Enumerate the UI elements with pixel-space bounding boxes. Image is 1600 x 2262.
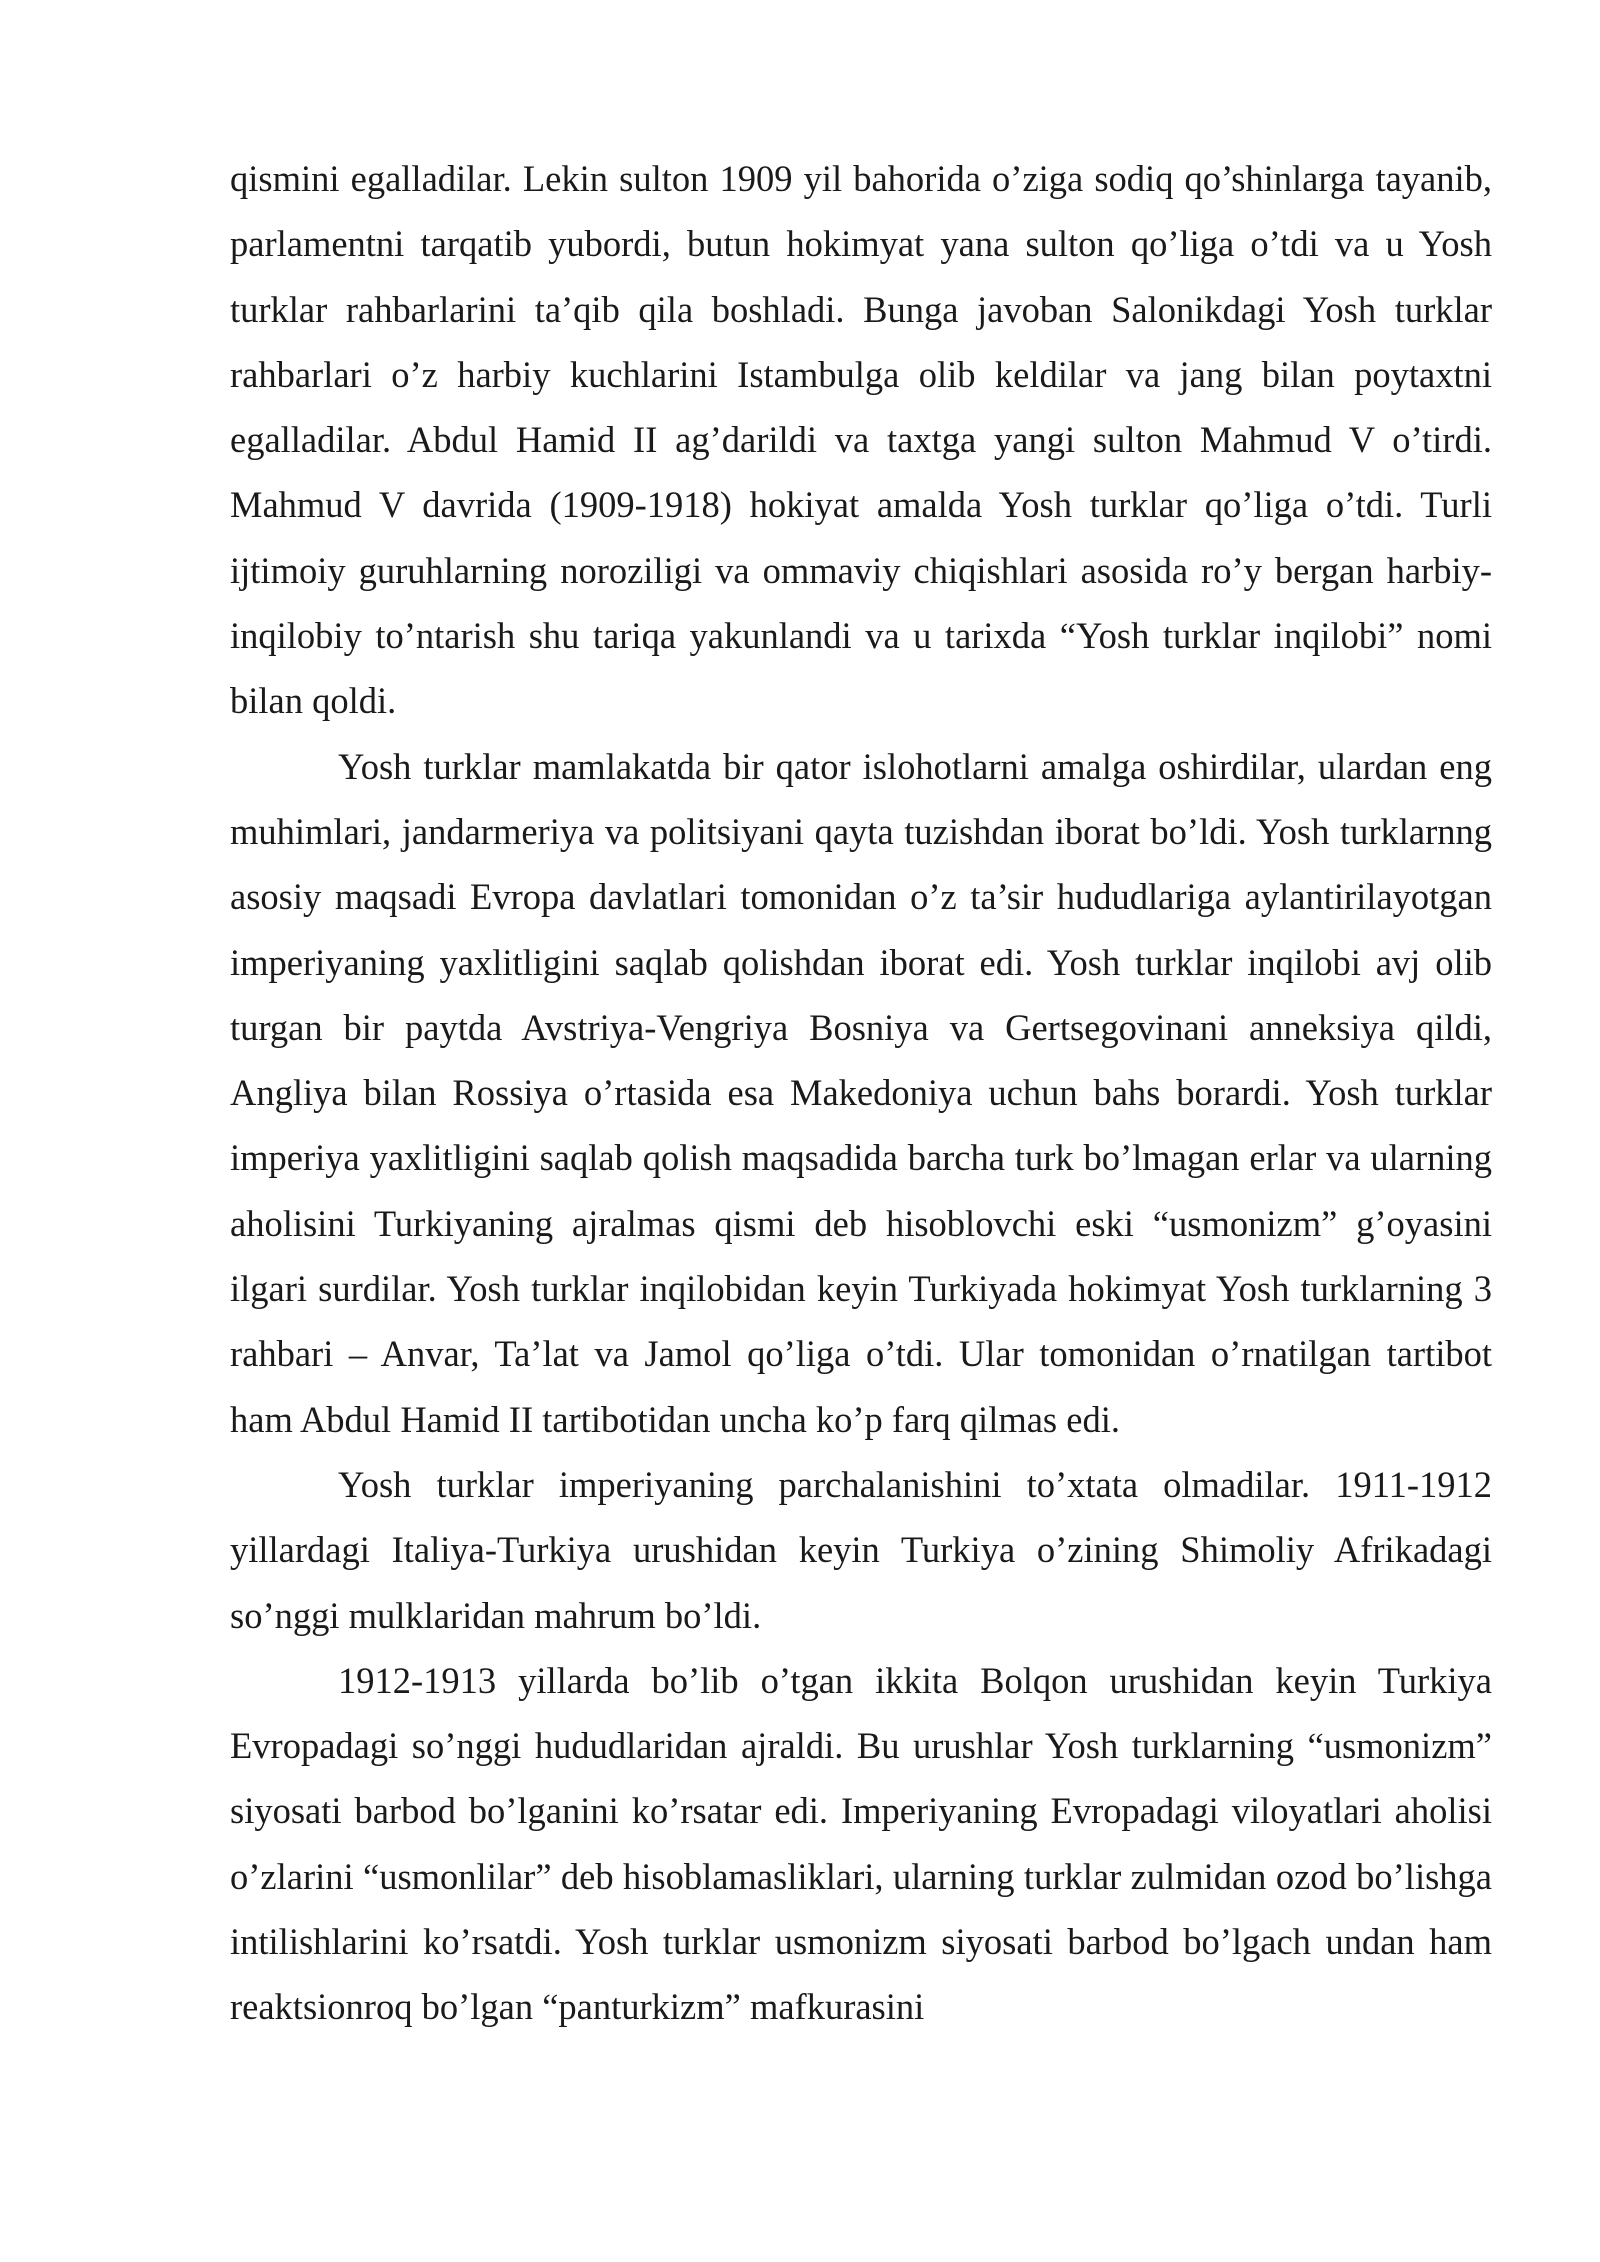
body-text [230, 146, 1492, 2040]
paragraph-3: Yosh turklar imperiyaning parchalanishini to’xtata olmadilar. 1911-1912 yillardagi Italiya-Turkiya urushidan keyin Turkiya o’zining Shimoliy Afrikadagi so’nggi mulklaridan mahrum bo’ldi. [230, 1463, 1492, 1636]
paragraph-2: Yosh turklar mamlakatda bir qator islohotlarni amalga oshirdilar, ulardan eng muhimlari, jandarmeriya va politsiyani qayta tuzishdan iborat bo’ldi. Yosh turklarnng asosiy maqsadi Evropa davlatlari tomonidan o’z ta’sir hududlariga aylantirilayotgan imperiyaning yaxlitligini saqlab qolishdan iborat edi. Yosh turklar inqilobi avj olib turgan bir paytda Avstriya-Vengriya Bosniya va Gertsegovinani anneksiya qildi, Angliya bilan Rossiya o’rtasida esa Makedoniya uchun bahs borardi. Yosh turklar imperiya yaxlitligini saqlab qolish maqsadida barcha turk bo’lmagan erlar va ularning aholisini Turkiyaning ajralmas qismi deb hisoblovchi eski “usmonizm” g’oyasini ilgari surdilar. Yosh turklar inqilobidan keyin Turkiyada hokimyat Yosh turklarning 3 rahbari – Anvar, Ta’lat va Jamol qo’liga o’tdi. Ular tomonidan o’rnatilgan tartibot ham Abdul Hamid II tartibotidan uncha ko’p farq qilmas edi. [230, 745, 1492, 1440]
paragraph-4: 1912-1913 yillarda bo’lib o’tgan ikkita Bolqon urushidan keyin Turkiya Evropadagi so’nggi hududlaridan ajraldi. Bu urushlar Yosh turklarning “usmonizm” siyosati barbod bo’lganini ko’rsatar edi. Imperiyaning Evropadagi viloyatlari aholisi o’zlarini “usmonlilar” deb hisoblamasliklari, ularning turklar zulmidan ozod bo’lishga intilishlarini ko’rsatdi. Yosh turklar usmonizm siyosati barbod bo’lgach undan ham reaktsionroq bo’lgan “panturkizm” mafkurasini [230, 1659, 1492, 2028]
paragraph-1: qismini egalladilar. Lekin sulton 1909 yil bahorida o’ziga sodiq qo’shinlarga tayanib, parlamentni tarqatib yubordi, butun hokimyat yana sulton qo’liga o’tdi va u Yosh turklar rahbarlarini ta’qib qila boshladi. Bunga javoban Salonikdagi Yosh turklar rahbarlari o’z harbiy kuchlarini Istambulga olib keldilar va jang bilan poytaxtni egalladilar. Abdul Hamid II ag’darildi va taxtga yangi sulton Mahmud V o’tirdi. Mahmud V davrida (1909-1918) hokiyat amalda Yosh turklar qo’liga o’tdi. Turli ijtimoiy guruhlarning noroziligi va ommaviy chiqishlari asosida ro’y bergan harbiy-inqilobiy to’ntarish shu tariqa yakunlandi va u tarixda “Yosh turklar inqilobi” nomi bilan qoldi. [230, 158, 1492, 722]
